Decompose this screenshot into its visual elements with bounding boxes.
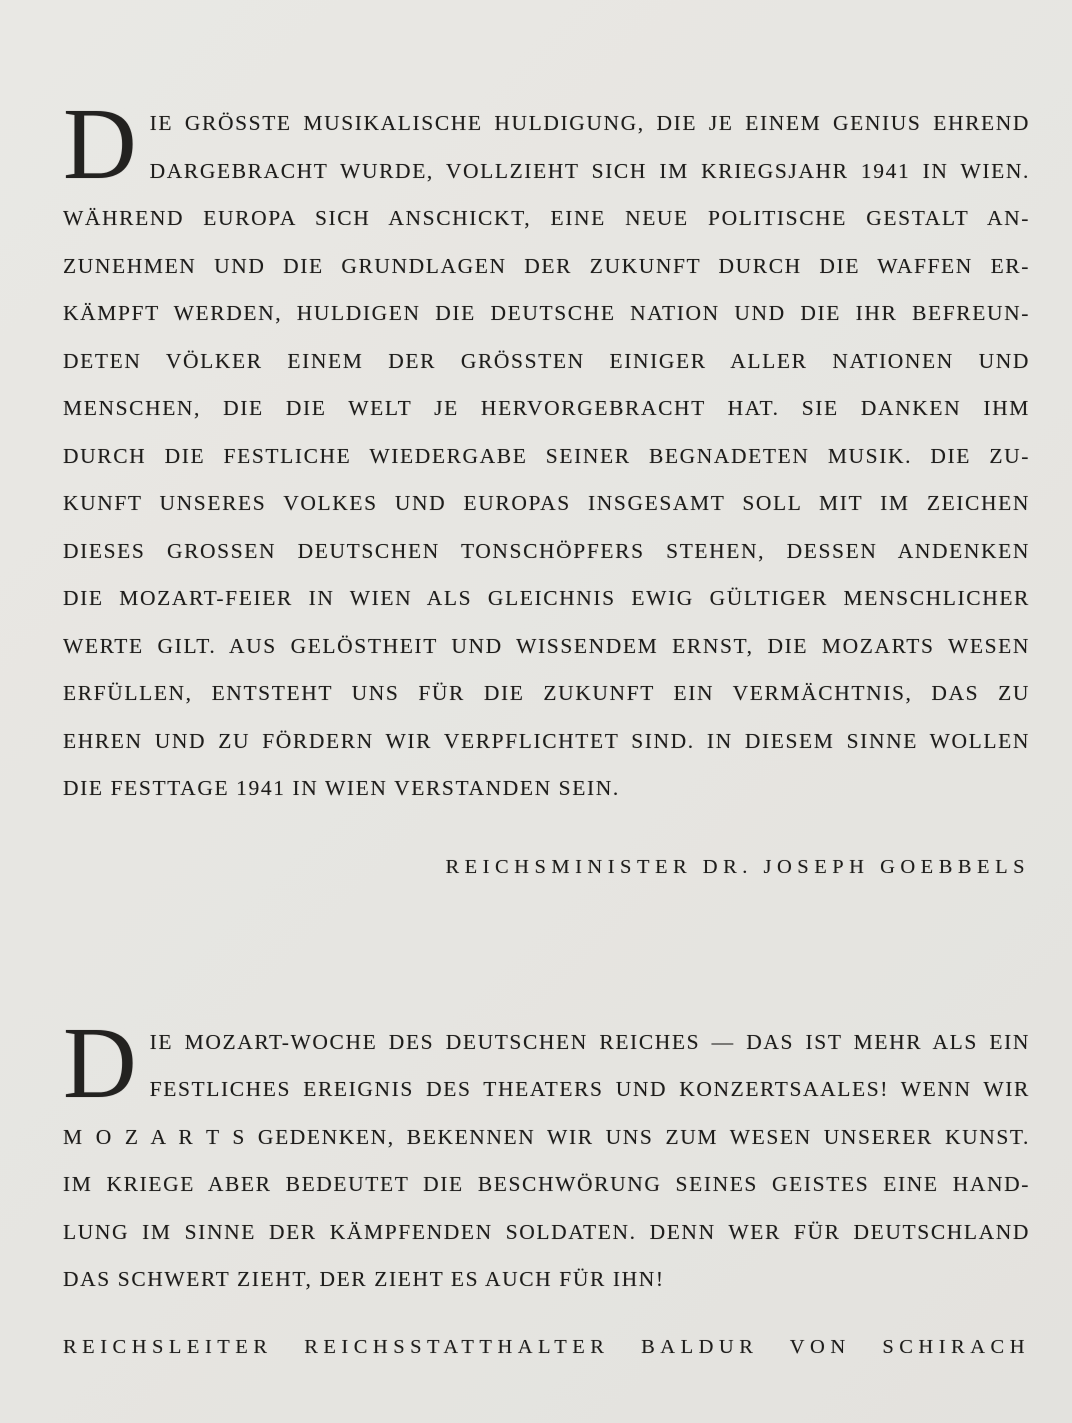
text-line: IE MOZART-WOCHE DES DEUTSCHEN REICHES — DAS IST MEHR ALS EIN	[149, 1029, 1030, 1054]
text-line: DETEN VÖLKER EINEM DER GRÖSSTEN EINIGER ALLER NATIONEN UND	[63, 348, 1030, 373]
text-line: M O Z A R T S GEDENKEN, BEKENNEN WIR UNS ZUM WESEN UNSERER KUNST.	[63, 1124, 1030, 1149]
goebbels-signature: REICHSMINISTER DR. JOSEPH GOEBBELS	[445, 855, 1030, 878]
text-line: WERTE GILT. AUS GELÖSTHEIT UND WISSENDEM ERNST, DIE MOZARTS WESEN	[63, 633, 1030, 658]
dropcap-d-goebbels: D	[63, 88, 137, 201]
text-line: DURCH DIE FESTLICHE WIEDERGABE SEINER BEGNADETEN MUSIK. DIE ZU-	[63, 443, 1030, 468]
text-line: FESTLICHES EREIGNIS DES THEATERS UND KONZERTSAALES! WENN WIR	[149, 1077, 1030, 1101]
text-line: WÄHREND EUROPA SICH ANSCHICKT, EINE NEUE POLITISCHE GESTALT AN-	[63, 206, 1030, 230]
text-line: KÄMPFT WERDEN, HULDIGEN DIE DEUTSCHE NATION UND DIE IHR BEFREUN-	[63, 301, 1030, 325]
text-line: DIE FESTTAGE 1941 IN WIEN VERSTANDEN SEIN.	[63, 776, 620, 800]
text-line: DIE MOZART-FEIER IN WIEN ALS GLEICHNIS EWIG GÜLTIGER MENSCHLICHER	[63, 586, 1030, 610]
text-line: KUNFT UNSERES VOLKES UND EUROPAS INSGESAMT SOLL MIT IM ZEICHEN	[63, 491, 1030, 515]
text-line: MENSCHEN, DIE DIE WELT JE HERVORGEBRACHT HAT. SIE DANKEN IHM	[63, 396, 1030, 420]
text-line: DARGEBRACHT WURDE, VOLLZIEHT SICH IM KRIEGSJAHR 1941 IN WIEN.	[149, 158, 1030, 183]
text-line: EHREN UND ZU FÖRDERN WIR VERPFLICHTET SIND. IN DIESEM SINNE WOLLEN	[63, 728, 1030, 753]
schirach-signature: REICHSLEITER REICHSSTATTHALTER BALDUR VON SCHIRACH	[63, 1335, 1030, 1358]
dropcap-d-schirach: D	[63, 1006, 137, 1120]
text-line: IE GRÖSSTE MUSIKALISCHE HULDIGUNG, DIE JE EINEM GENIUS EHREND	[149, 111, 1030, 135]
text-line: LUNG IM SINNE DER KÄMPFENDEN SOLDATEN. DENN WER FÜR DEUTSCHLAND	[63, 1219, 1030, 1244]
text-line: IM KRIEGE ABER BEDEUTET DIE BESCHWÖRUNG SEINES GEISTES EINE HAND-	[63, 1172, 1030, 1196]
text-line: ERFÜLLEN, ENTSTEHT UNS FÜR DIE ZUKUNFT EIN VERMÄCHTNIS, DAS ZU	[63, 681, 1030, 705]
goebbels-paragraph	[63, 88, 1030, 813]
text-line: DAS SCHWERT ZIEHT, DER ZIEHT ES AUCH FÜR IHN!	[63, 1267, 665, 1291]
text-line: DIESES GROSSEN DEUTSCHEN TONSCHÖPFERS STEHEN, DESSEN ANDENKEN	[63, 538, 1030, 563]
schirach-paragraph	[63, 1006, 1030, 1304]
text-line: ZUNEHMEN UND DIE GRUNDLAGEN DER ZUKUNFT DURCH DIE WAFFEN ER-	[63, 253, 1030, 278]
